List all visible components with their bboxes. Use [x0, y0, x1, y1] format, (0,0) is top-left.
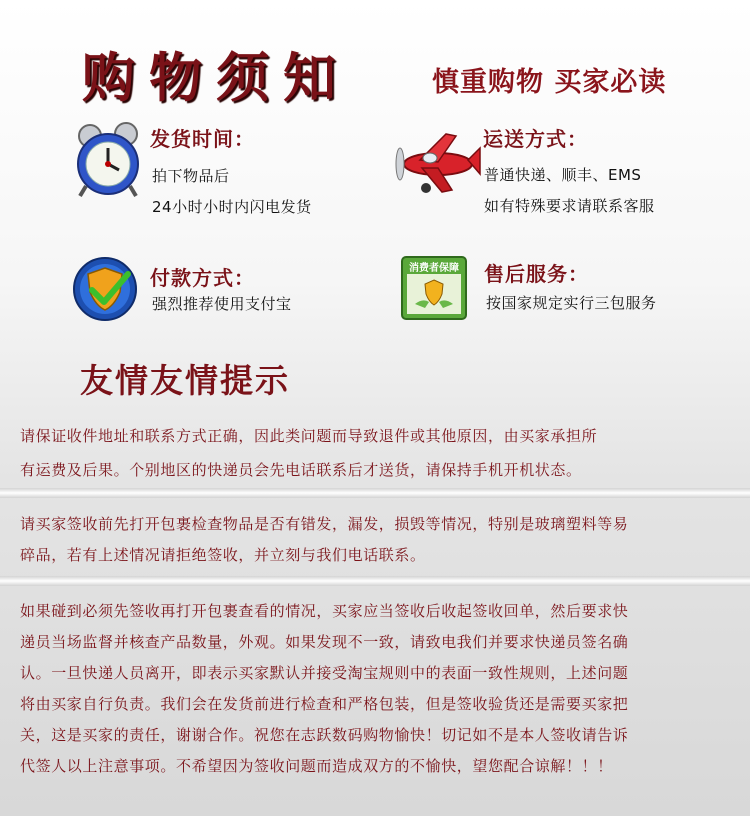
shield-check-icon: [70, 256, 140, 322]
section-heading-shipping-time: 发货时间：: [150, 127, 255, 151]
notice-line: 代签人以上注意事项。不希望因为签收问题而造成双方的不愉快，望您配合谅解！！！: [20, 757, 613, 775]
notice-line: 关，这是买家的责任，谢谢合作。祝您在志跃数码购物愉快！切记如不是本人签收请告诉: [20, 726, 629, 744]
notice-line: 如果碰到必须先签收再打开包裹查看的情况，买家应当签收后收起签收回单，然后要求快: [20, 602, 629, 620]
alarm-clock-icon: [72, 120, 146, 198]
notice-line: 认。一旦快递人员离开，即表示买家默认并接受淘宝规则中的表面一致性规则，上述问题: [20, 664, 629, 682]
divider: [0, 576, 750, 586]
section-line: 按国家规定实行三包服务: [486, 294, 657, 312]
section-line: 如有特殊要求请联系客服: [484, 197, 655, 215]
airplane-icon: [386, 130, 482, 198]
consumer-protection-icon: [401, 256, 467, 320]
notice-line: 有运费及后果。个别地区的快递员会先电话联系后才送货，请保持手机开机状态。: [20, 461, 582, 479]
page-title: 购物须知: [82, 48, 350, 109]
consumer-protection-badge-text: 消费者保障: [409, 263, 459, 274]
notice-line: 递员当场监督并核查产品数量，外观。如果发现不一致，请致电我们并要求快递员签名确: [20, 633, 629, 651]
notice-line: 碎品，若有上述情况请拒绝签收，并立刻与我们电话联系。: [20, 546, 426, 564]
section-line: 拍下物品后: [152, 167, 230, 185]
section-heading-payment-method: 付款方式：: [150, 266, 255, 290]
section-line: 普通快递、顺丰、EMS: [484, 166, 642, 184]
notice-line: 请买家签收前先打开包裹检查物品是否有错发，漏发，损毁等情况，特别是玻璃塑料等易: [20, 515, 629, 533]
notice-line: 请保证收件地址和联系方式正确，因此类问题而导致退件或其他原因，由买家承担所: [20, 427, 598, 445]
tips-heading: 友情友情提示: [80, 361, 290, 400]
slogan: 慎重购物 买家必读: [432, 67, 667, 98]
notice-line: 将由买家自行负责。我们会在发货前进行检查和严格包装，但是签收验货还是需要买家把: [20, 695, 629, 713]
section-line: 24小时小时内闪电发货: [152, 198, 312, 216]
section-heading-after-sales: 售后服务：: [484, 262, 589, 286]
divider: [0, 488, 750, 498]
section-line: 强烈推荐使用支付宝: [152, 295, 292, 313]
section-heading-delivery-method: 运送方式：: [483, 127, 588, 151]
